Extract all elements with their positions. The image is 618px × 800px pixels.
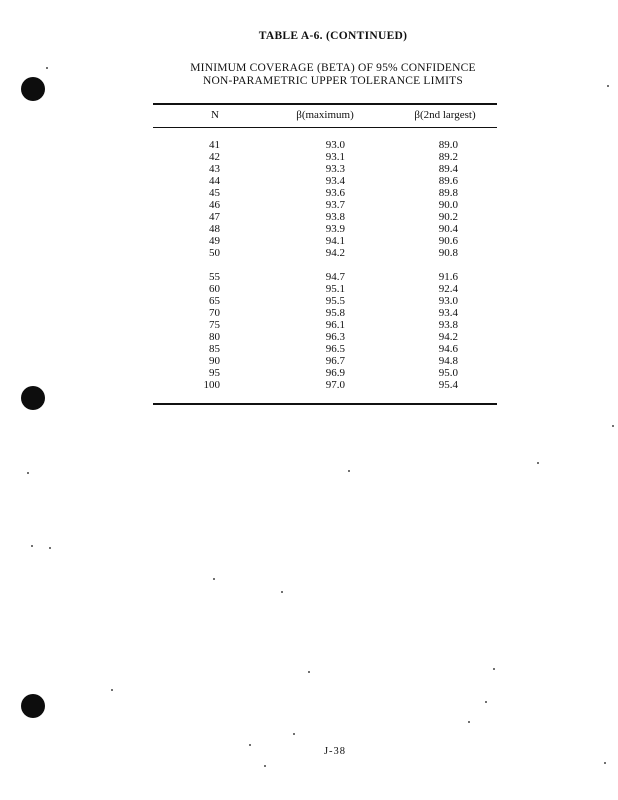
scan-speck — [485, 701, 487, 703]
scan-speck — [213, 578, 215, 580]
punch-hole-bottom — [21, 694, 45, 718]
cell-beta-2nd-largest: 89.4 — [438, 163, 458, 175]
cell-n: 80 — [209, 331, 220, 343]
cell-n: 49 — [209, 235, 220, 247]
scan-speck — [308, 671, 310, 673]
cell-beta-2nd-largest: 93.8 — [438, 319, 458, 331]
cell-n: 48 — [209, 223, 220, 235]
cell-n: 60 — [209, 283, 220, 295]
table-bottom-rule — [153, 403, 497, 405]
cell-beta-2nd-largest: 91.6 — [438, 271, 458, 283]
cell-beta-2nd-largest: 90.2 — [438, 211, 458, 223]
cell-beta-2nd-largest: 95.0 — [438, 367, 458, 379]
cell-n: 55 — [209, 271, 220, 283]
table-row — [0, 295, 618, 307]
cell-beta-maximum: 95.1 — [325, 283, 345, 295]
page-number: J-38 — [323, 746, 347, 757]
cell-beta-maximum: 94.7 — [325, 271, 345, 283]
cell-n: 100 — [203, 379, 220, 391]
table-row — [0, 235, 618, 247]
table-row — [0, 343, 618, 355]
table-row — [0, 355, 618, 367]
cell-beta-maximum: 96.7 — [325, 355, 345, 367]
cell-beta-maximum: 93.8 — [325, 211, 345, 223]
cell-n: 47 — [209, 211, 220, 223]
scan-speck — [468, 721, 470, 723]
table-subtitle — [0, 62, 618, 88]
scan-speck — [264, 765, 266, 767]
scan-speck — [348, 470, 350, 472]
table-row — [0, 247, 618, 259]
table-row — [0, 199, 618, 211]
table-subtitle-line-2: NON-PARAMETRIC UPPER TOLERANCE LIMITS — [203, 75, 463, 87]
scan-speck — [111, 689, 113, 691]
cell-n: 85 — [209, 343, 220, 355]
cell-beta-2nd-largest: 93.0 — [438, 295, 458, 307]
cell-n: 90 — [209, 355, 220, 367]
cell-n: 43 — [209, 163, 220, 175]
cell-beta-maximum: 93.0 — [325, 139, 345, 151]
table-row — [0, 175, 618, 187]
table-top-rule — [153, 103, 497, 105]
cell-n: 70 — [209, 307, 220, 319]
cell-n: 41 — [209, 139, 220, 151]
cell-beta-2nd-largest: 90.0 — [438, 199, 458, 211]
table-row — [0, 331, 618, 343]
table-row — [0, 223, 618, 235]
cell-beta-2nd-largest: 93.4 — [438, 307, 458, 319]
cell-beta-maximum: 93.1 — [325, 151, 345, 163]
cell-beta-2nd-largest: 94.2 — [438, 331, 458, 343]
cell-beta-maximum: 96.5 — [325, 343, 345, 355]
table-header-rule — [153, 127, 497, 128]
cell-beta-2nd-largest: 90.4 — [438, 223, 458, 235]
scan-speck — [27, 472, 29, 474]
cell-beta-2nd-largest: 94.6 — [438, 343, 458, 355]
cell-n: 46 — [209, 199, 220, 211]
cell-beta-maximum: 95.8 — [325, 307, 345, 319]
table-row-group — [0, 271, 618, 391]
table-row — [0, 139, 618, 151]
cell-n: 65 — [209, 295, 220, 307]
cell-n: 75 — [209, 319, 220, 331]
cell-beta-maximum: 96.1 — [325, 319, 345, 331]
table-row — [0, 307, 618, 319]
cell-beta-2nd-largest: 89.0 — [438, 139, 458, 151]
scan-speck — [249, 744, 251, 746]
cell-beta-maximum: 97.0 — [325, 379, 345, 391]
table-row — [0, 319, 618, 331]
table-row — [0, 151, 618, 163]
cell-n: 42 — [209, 151, 220, 163]
cell-beta-2nd-largest: 92.4 — [438, 283, 458, 295]
scan-speck — [604, 762, 606, 764]
scan-speck — [31, 545, 33, 547]
table-subtitle-line-1: MINIMUM COVERAGE (BETA) OF 95% CONFIDENCE — [190, 62, 476, 74]
cell-beta-2nd-largest: 94.8 — [438, 355, 458, 367]
cell-beta-maximum: 93.9 — [325, 223, 345, 235]
cell-n: 45 — [209, 187, 220, 199]
cell-beta-maximum: 93.3 — [325, 163, 345, 175]
table-row — [0, 367, 618, 379]
cell-beta-maximum: 93.6 — [325, 187, 345, 199]
column-header-n: N — [211, 109, 219, 121]
table-row-group — [0, 139, 618, 259]
cell-beta-maximum: 95.5 — [325, 295, 345, 307]
table-row — [0, 211, 618, 223]
column-header-beta-maximum: β(maximum) — [296, 109, 354, 121]
cell-beta-maximum: 96.3 — [325, 331, 345, 343]
table-row — [0, 283, 618, 295]
cell-n: 50 — [209, 247, 220, 259]
cell-beta-2nd-largest: 90.6 — [438, 235, 458, 247]
table-row — [0, 379, 618, 391]
cell-beta-maximum: 96.9 — [325, 367, 345, 379]
scan-speck — [281, 591, 283, 593]
scan-speck — [493, 668, 495, 670]
column-header-beta-2nd-largest: β(2nd largest) — [414, 109, 476, 121]
cell-beta-2nd-largest: 89.2 — [438, 151, 458, 163]
scan-speck — [612, 425, 614, 427]
scan-speck — [293, 733, 295, 735]
scan-speck — [537, 462, 539, 464]
table-row — [0, 163, 618, 175]
cell-beta-maximum: 94.1 — [325, 235, 345, 247]
table-row — [0, 271, 618, 283]
cell-beta-maximum: 94.2 — [325, 247, 345, 259]
cell-n: 95 — [209, 367, 220, 379]
cell-beta-maximum: 93.7 — [325, 199, 345, 211]
cell-beta-2nd-largest: 89.6 — [438, 175, 458, 187]
cell-n: 44 — [209, 175, 220, 187]
scan-speck — [49, 547, 51, 549]
table-heading: TABLE A-6. (CONTINUED) — [258, 30, 408, 42]
cell-beta-2nd-largest: 89.8 — [438, 187, 458, 199]
table-row — [0, 187, 618, 199]
cell-beta-maximum: 93.4 — [325, 175, 345, 187]
cell-beta-2nd-largest: 90.8 — [438, 247, 458, 259]
cell-beta-2nd-largest: 95.4 — [438, 379, 458, 391]
